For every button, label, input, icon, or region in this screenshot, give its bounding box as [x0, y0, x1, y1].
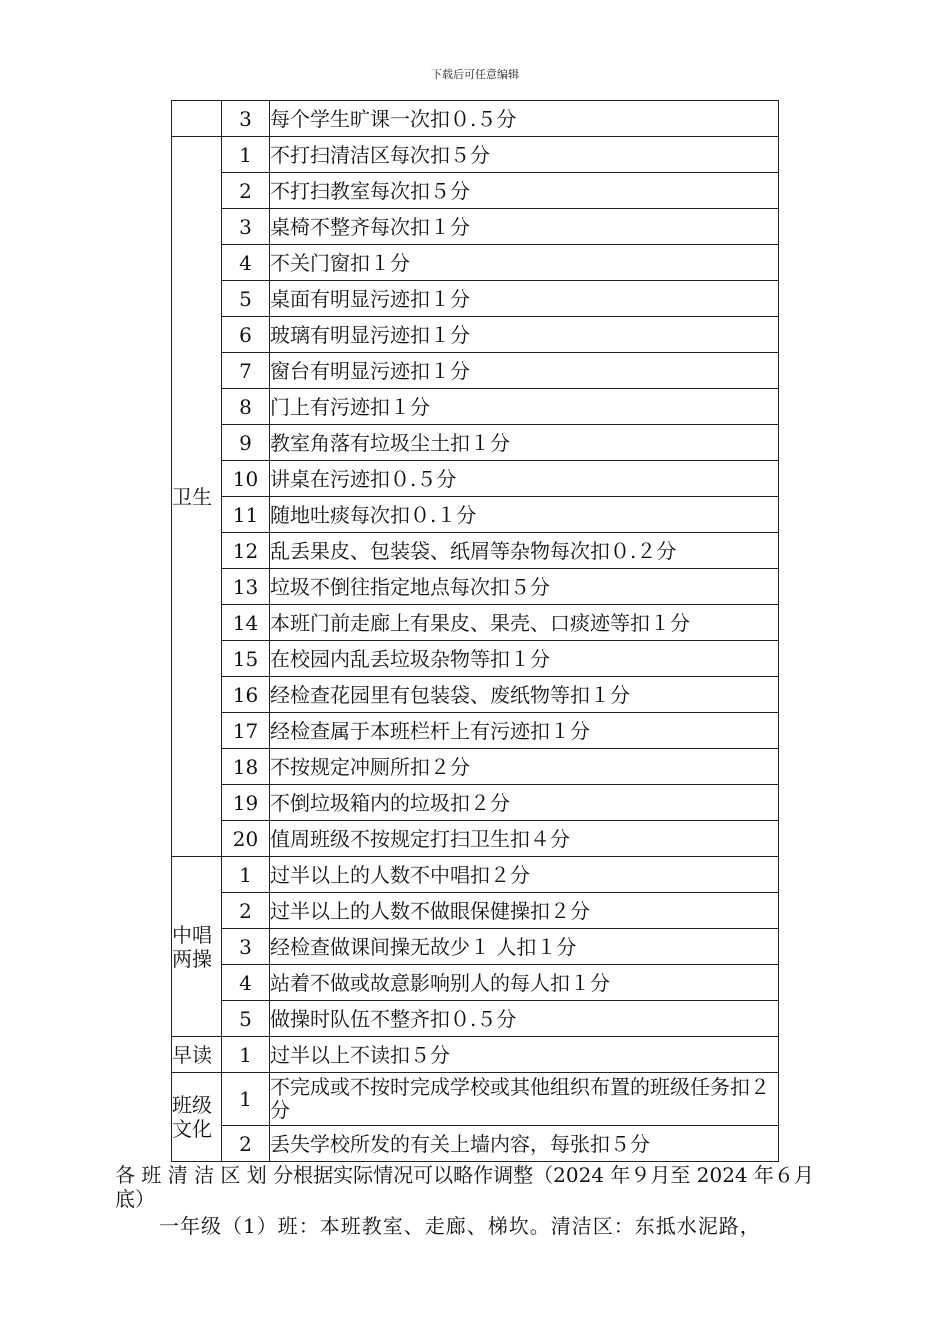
item-number: 5	[222, 1001, 270, 1037]
table-row	[172, 677, 779, 713]
item-number: 18	[222, 749, 270, 785]
item-number: 15	[222, 641, 270, 677]
item-number: 17	[222, 713, 270, 749]
item-description: 门上有污迹扣１分	[270, 389, 779, 425]
table-row	[172, 785, 779, 821]
item-number: 5	[222, 281, 270, 317]
table-row	[172, 857, 779, 893]
item-description: 窗台有明显污迹扣１分	[270, 353, 779, 389]
item-number: 3	[222, 101, 270, 137]
table-row	[172, 245, 779, 281]
item-description: 不按规定冲厕所扣２分	[270, 749, 779, 785]
item-number: 20	[222, 821, 270, 857]
item-description: 在校园内乱丢垃圾杂物等扣１分	[270, 641, 779, 677]
page-header: 下载后可任意编辑	[431, 68, 519, 81]
table-row	[172, 173, 779, 209]
item-number: 11	[222, 497, 270, 533]
table-row	[172, 101, 779, 137]
item-description: 不关门窗扣１分	[270, 245, 779, 281]
category-cell: 中唱两操	[172, 857, 222, 1037]
item-description: 随地吐痰每次扣０.１分	[270, 497, 779, 533]
item-number: 19	[222, 785, 270, 821]
table-row	[172, 209, 779, 245]
item-description: 值周班级不按规定打扫卫生扣４分	[270, 821, 779, 857]
table-row	[172, 569, 779, 605]
table-row	[172, 137, 779, 173]
table-row	[172, 605, 779, 641]
item-description: 讲桌在污迹扣０.５分	[270, 461, 779, 497]
table-row	[172, 1073, 779, 1126]
deduction-rules-table	[171, 100, 779, 1162]
item-description: 过半以上的人数不中唱扣２分	[270, 857, 779, 893]
item-description: 本班门前走廊上有果皮、果壳、口痰迹等扣１分	[270, 605, 779, 641]
item-number: 4	[222, 245, 270, 281]
item-description: 不打扫清洁区每次扣５分	[270, 137, 779, 173]
item-number: 12	[222, 533, 270, 569]
table-row	[172, 929, 779, 965]
table-row	[172, 497, 779, 533]
item-number: 1	[222, 1037, 270, 1073]
table-row	[172, 281, 779, 317]
table-row	[172, 965, 779, 1001]
table-row	[172, 749, 779, 785]
table-row	[172, 353, 779, 389]
table-row	[172, 1037, 779, 1073]
item-number: 1	[222, 1073, 270, 1126]
table-row	[172, 389, 779, 425]
item-description: 乱丢果皮、包装袋、纸屑等杂物每次扣０.２分	[270, 533, 779, 569]
item-number: 2	[222, 893, 270, 929]
item-number: 7	[222, 353, 270, 389]
item-number: 1	[222, 857, 270, 893]
table-row	[172, 317, 779, 353]
item-number: 3	[222, 209, 270, 245]
rules-table-body	[172, 101, 779, 1162]
item-description: 玻璃有明显污迹扣１分	[270, 317, 779, 353]
item-number: 2	[222, 173, 270, 209]
item-description: 每个学生旷课一次扣０.５分	[270, 101, 779, 137]
item-description: 经检查属于本班栏杆上有污迹扣１分	[270, 713, 779, 749]
table-row	[172, 1001, 779, 1037]
item-description: 经检查花园里有包装袋、废纸物等扣１分	[270, 677, 779, 713]
item-description: 不完成或不按时完成学校或其他组织布置的班级任务扣２分	[270, 1073, 779, 1126]
table-row	[172, 1126, 779, 1162]
item-description: 丢失学校所发的有关上墙内容，每张扣５分	[270, 1126, 779, 1162]
item-description: 教室角落有垃圾尘土扣１分	[270, 425, 779, 461]
item-description: 经检查做课间操无故少１ 人扣１分	[270, 929, 779, 965]
item-description: 做操时队伍不整齐扣０.５分	[270, 1001, 779, 1037]
category-cell: 班级文化	[172, 1073, 222, 1162]
table-row	[172, 893, 779, 929]
table-row	[172, 641, 779, 677]
table-row	[172, 533, 779, 569]
item-number: 4	[222, 965, 270, 1001]
item-number: 2	[222, 1126, 270, 1162]
item-description: 桌面有明显污迹扣１分	[270, 281, 779, 317]
table-row	[172, 425, 779, 461]
category-cell	[172, 101, 222, 137]
item-number: 14	[222, 605, 270, 641]
item-description: 不倒垃圾箱内的垃圾扣２分	[270, 785, 779, 821]
item-number: 16	[222, 677, 270, 713]
item-description: 站着不做或故意影响别人的每人扣１分	[270, 965, 779, 1001]
table-row	[172, 461, 779, 497]
item-description: 过半以上的人数不做眼保健操扣２分	[270, 893, 779, 929]
category-cell: 卫生	[172, 137, 222, 857]
cleaning-area-note: 各 班 清 洁 区 划 分根据实际情况可以略作调整（2024 年９月至 2024 年６月底）	[115, 1163, 815, 1211]
item-number: 1	[222, 137, 270, 173]
item-number: 3	[222, 929, 270, 965]
table-row	[172, 821, 779, 857]
item-number: 6	[222, 317, 270, 353]
table-row	[172, 713, 779, 749]
item-description: 过半以上不读扣５分	[270, 1037, 779, 1073]
item-number: 9	[222, 425, 270, 461]
item-number: 10	[222, 461, 270, 497]
item-description: 垃圾不倒往指定地点每次扣５分	[270, 569, 779, 605]
item-number: 13	[222, 569, 270, 605]
item-description: 桌椅不整齐每次扣１分	[270, 209, 779, 245]
class-assignment-paragraph: 一年级（1）班：本班教室、走廊、梯坎。清洁区：东抵水泥路，	[159, 1214, 761, 1238]
category-cell: 早读	[172, 1037, 222, 1073]
item-number: 8	[222, 389, 270, 425]
item-description: 不打扫教室每次扣５分	[270, 173, 779, 209]
